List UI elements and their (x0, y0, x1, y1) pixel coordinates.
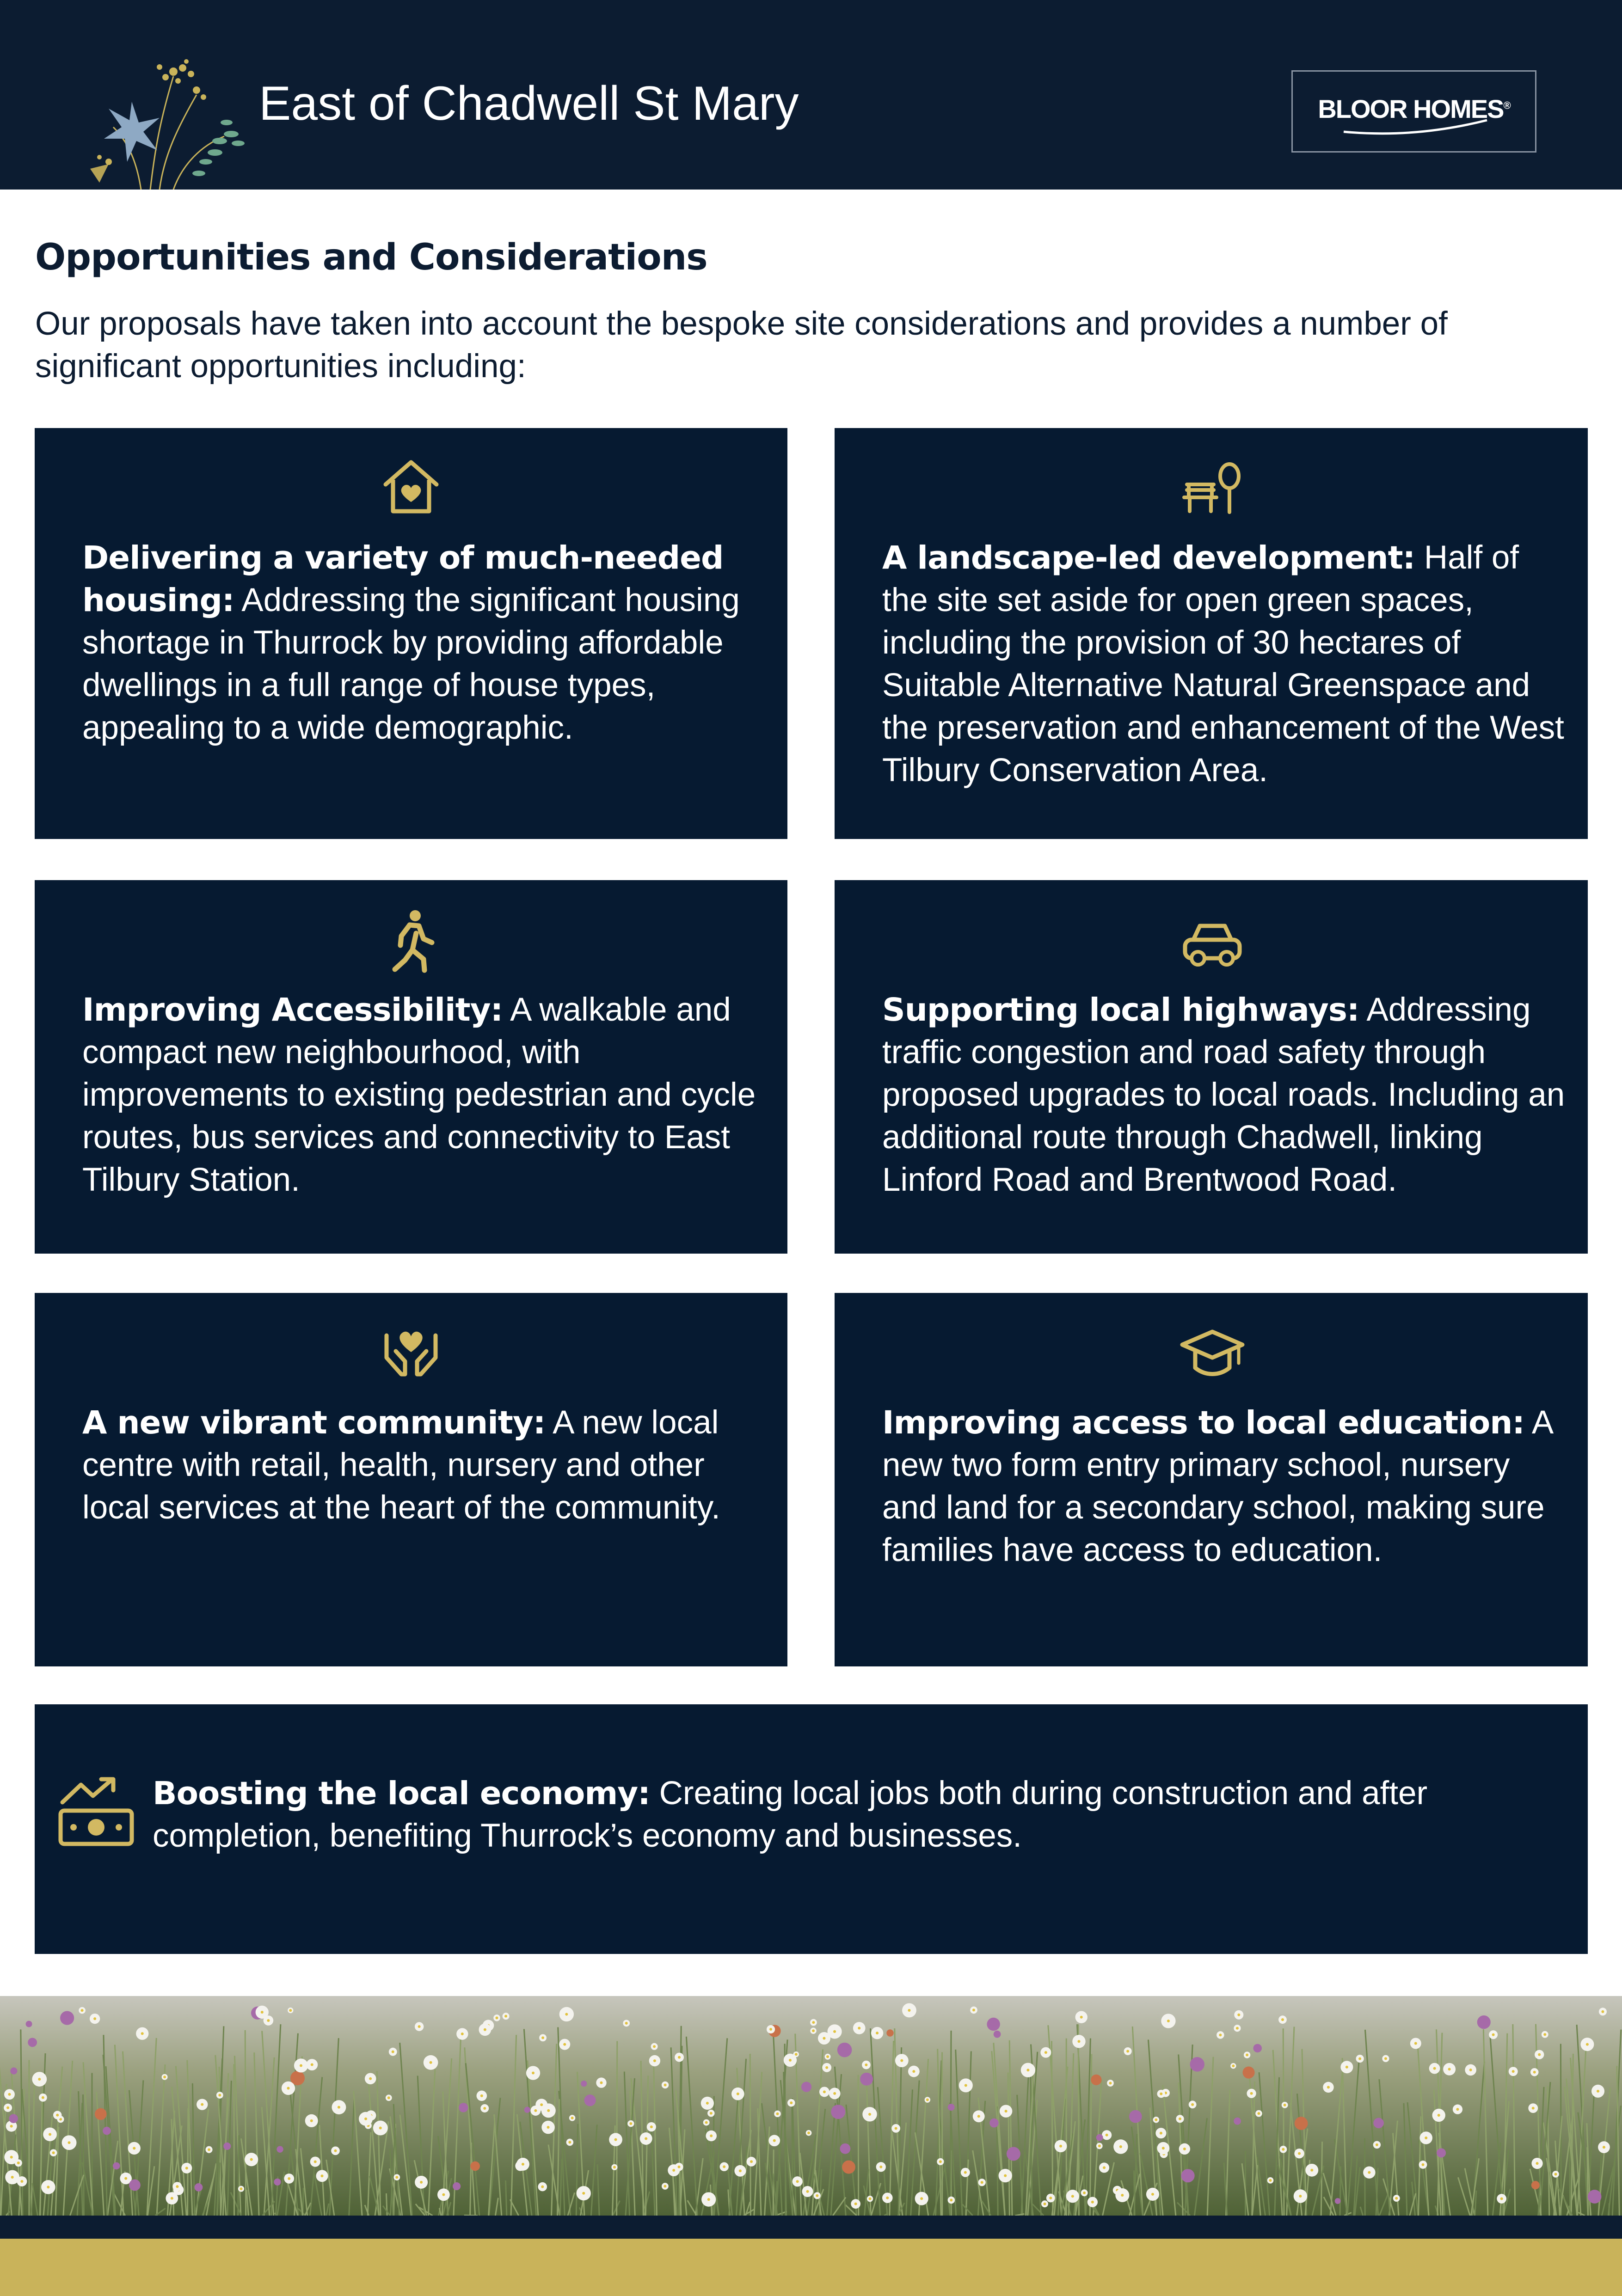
card-text (153, 1772, 1563, 1857)
card-housing (35, 428, 787, 839)
card-text (882, 1402, 1567, 1572)
card-title: Improving access to local education: (882, 1404, 1525, 1441)
house-heart-icon (376, 452, 446, 521)
card-description: A new two form entry primary school, nursery and land for a secondary school, making sure families have access to education. (882, 1404, 1552, 1568)
card-text (82, 537, 767, 749)
card-description: Creating local jobs both during construction and after completion, benefiting Thurrock’s economy and businesses. (153, 1775, 1428, 1854)
header-banner (0, 0, 1622, 190)
card-title: A landscape-led development: (882, 539, 1415, 576)
card-description: Addressing the significant housing shortage in Thurrock by providing affordable dwellings in a full range of house types, appealing to a wide demographic. (82, 582, 740, 746)
card-accessibility (35, 880, 787, 1254)
bloor-homes-logo (1291, 70, 1536, 153)
logo-registered-mark: ® (1503, 99, 1510, 111)
footer-gold-strip (0, 2239, 1622, 2296)
card-description: Addressing traffic congestion and road safety through proposed upgrades to local roads. Including an additional route through Chadwell, linking Linford Road and Brentwood Road. (882, 992, 1565, 1198)
section-heading: Opportunities and Considerations (35, 237, 707, 278)
card-community (35, 1293, 787, 1666)
card-title: Supporting local highways: (882, 992, 1359, 1029)
card-title: Delivering a variety of much-needed housing: (82, 539, 724, 619)
footer-navy-strip (0, 2216, 1622, 2239)
card-title: A new vibrant community: (82, 1404, 546, 1441)
hands-heart-icon (376, 1317, 446, 1386)
card-text (82, 1402, 767, 1529)
site-title: East of Chadwell St Mary (259, 77, 799, 130)
floral-illustration (81, 58, 275, 190)
walking-person-icon (376, 906, 446, 975)
card-highways (835, 880, 1588, 1254)
card-title: Improving Accessibility: (82, 992, 503, 1029)
money-growth-icon (57, 1775, 135, 1853)
card-landscape (835, 428, 1588, 839)
graduation-cap-icon (1178, 1317, 1247, 1386)
park-bench-tree-icon (1178, 452, 1247, 521)
card-text (882, 537, 1567, 792)
logo-swoosh (1339, 118, 1492, 136)
card-description: A walkable and compact new neighbourhood, with improvements to existing pedestrian and cycle routes, bus services and connectivity to East Tilbury Station. (82, 992, 756, 1198)
card-education (835, 1293, 1588, 1666)
intro-paragraph: Our proposals have taken into account the bespoke site considerations and provides a number of significant opportunities including: (35, 306, 1448, 385)
card-text (882, 989, 1567, 1201)
card-description: A new local centre with retail, health, nursery and other local services at the heart of the community. (82, 1404, 720, 1526)
card-title: Boosting the local economy: (153, 1775, 650, 1812)
card-text (82, 989, 767, 1201)
card-economy (35, 1704, 1588, 1954)
card-description: Half of the site set aside for open green spaces, including the provision of 30 hectares of Suitable Alternative Natural Greenspace and the preservation and enhancement of the West Tilbury Conservation Area. (882, 539, 1564, 789)
wildflower-meadow-photo (0, 1996, 1622, 2216)
logo-wordmark: BLOOR HOMES (1318, 94, 1504, 123)
car-icon (1178, 906, 1247, 975)
